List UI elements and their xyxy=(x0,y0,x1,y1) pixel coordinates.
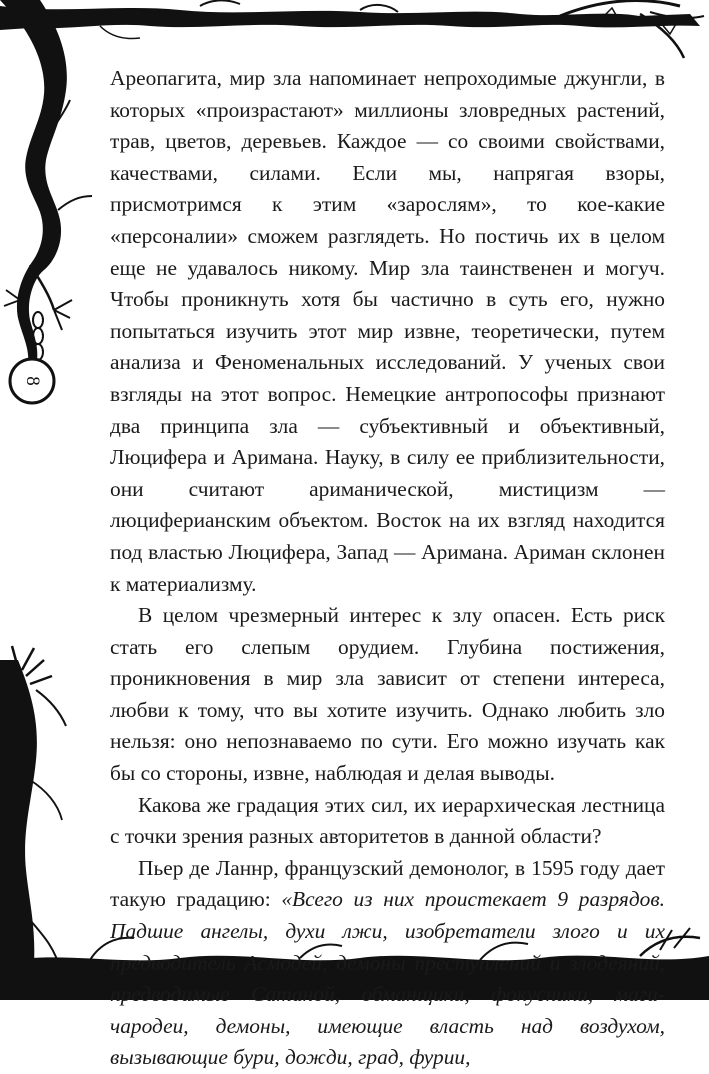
body-text xyxy=(110,63,665,1074)
paragraph xyxy=(110,853,665,1074)
paragraph-text: Пьер де Ланнр, французский демонолог, в 1595 году дает такую градацию: xyxy=(110,855,665,912)
paragraph: В целом чрезмерный интерес к злу опасен. Есть риск стать его слепым орудием. Глубина постижения, проникновения в мир зла зависит от степени интереса, любви к тому, что вы хотите изучить. Однако любить зло нельзя: оно непознаваемо по сути. Его можно изучать как бы со стороны, извне, наблюдая и делая выводы. xyxy=(110,603,665,786)
page-number: 8 xyxy=(22,376,43,386)
quotation-text: «Всего из них проистекает 9 разрядов. Падшие ангелы, духи лжи, изобретатели злого и их предводитель Асмодей, демоны преступлений и злодеяний, предводимые Сатаной, обманщики, фокусники, маги-чародеи, демоны, имеющие власть над воздухом, вызывающие бури, дожди, град, фурии, xyxy=(110,887,665,1070)
paragraph: Какова же градация этих сил, их иерархическая лестница с точки зрения разных авторитетов в данной области? xyxy=(110,792,665,849)
paragraph: Ареопагита, мир зла напоминает непроходимые джунгли, в которых «произрастают» миллионы зловредных растений, трав, цветов, деревьев. Каждое — со своими свойствами, качествами, силами. Если мы, напрягая взоры, присмотримся к этим «зарослям», то кое-какие «персоналии» сможем разглядеть. Но постичь их в целом еще не удавалось никому. Мир зла таинственен и могуч. Чтобы проникнуть хотя бы частично в суть его, нужно попытаться изучить этот мир извне, теоретически, путем анализа и Феноменальных исследований. У ученых свои взгляды на этот вопрос. Немецкие антропософы признают два принципа зла — субъективный и объективный, Люцифера и Аримана. Науку, в силу ее приблизительности, они считают ариманической, мистицизм — люциферианским объектом. Восток на их взгляд находится под властью Люцифера, Запад — Аримана. Ариман склонен к материализму. xyxy=(110,66,665,596)
left-lower-vine-ornament xyxy=(0,646,66,1000)
top-vine-ornament xyxy=(0,0,704,58)
left-vine-ornament xyxy=(0,0,92,403)
